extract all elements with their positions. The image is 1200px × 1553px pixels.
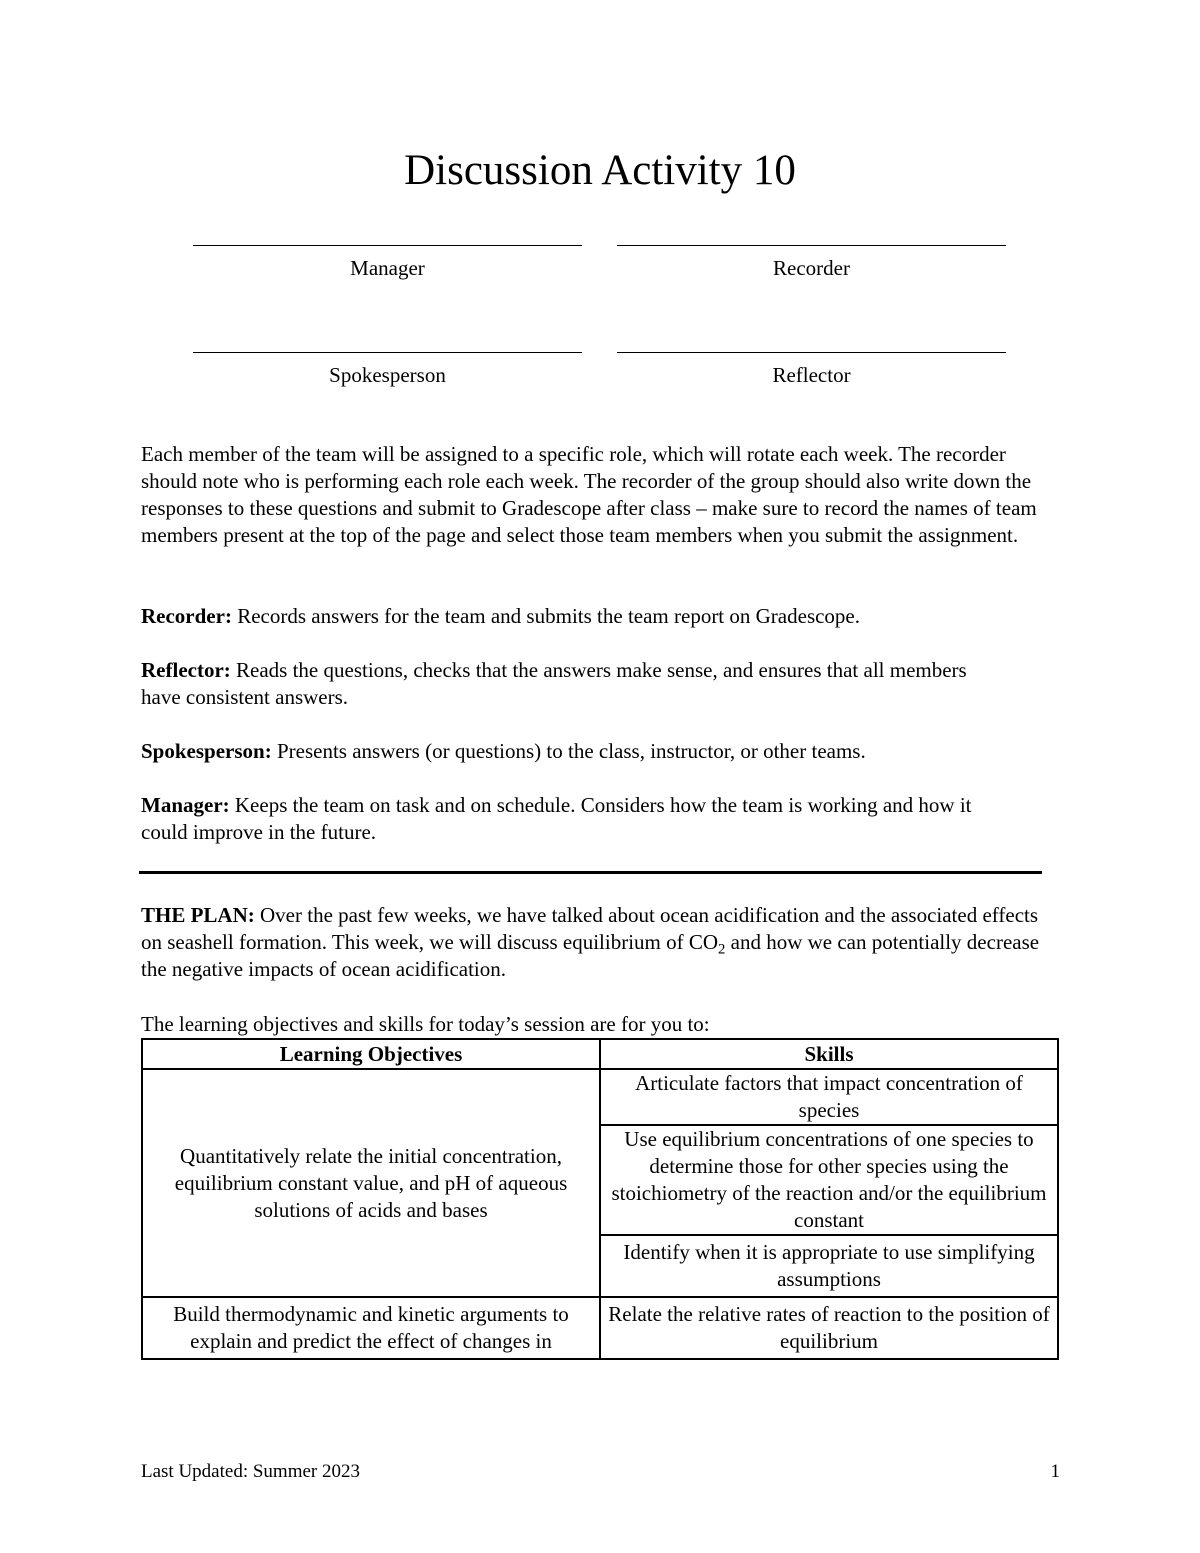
reflector-label: Reflector: — [141, 658, 231, 682]
manager-signature — [193, 245, 582, 281]
section-divider — [139, 871, 1042, 874]
skill-cell: Articulate factors that impact concentration of species — [600, 1069, 1058, 1125]
plan-text: Over the past few weeks, we have talked about ocean acidification and the associated effects on seashell formation. This week, we will discuss equilibrium of CO — [141, 903, 1039, 954]
objective-cell: Quantitatively relate the initial concentration, equilibrium constant value, and pH of aqueous solutions of acids and bases — [142, 1069, 600, 1297]
page-title: Discussion Activity 10 — [404, 147, 796, 194]
recorder-signature — [617, 245, 1006, 281]
signature-line — [617, 245, 1006, 246]
table-header-row — [142, 1039, 1058, 1069]
role-label-spokesperson: Spokesperson — [329, 363, 446, 387]
signature-line — [617, 352, 1006, 353]
skill-cell: Identify when it is appropriate to use simplifying assumptions — [600, 1235, 1058, 1297]
plan-paragraph — [141, 902, 1061, 983]
objectives-intro: The learning objectives and skills for today’s session are for you to: — [141, 1012, 710, 1036]
header-learning-objectives: Learning Objectives — [142, 1039, 600, 1069]
spokesperson-description — [141, 738, 1061, 765]
objective-cell: Build thermodynamic and kinetic arguments to explain and predict the effect of changes in — [142, 1297, 600, 1359]
role-label-manager: Manager — [350, 256, 425, 280]
recorder-description — [141, 603, 1061, 630]
skill-cell: Relate the relative rates of reaction to the position of equilibrium — [600, 1297, 1058, 1359]
role-label-recorder: Recorder — [773, 256, 850, 280]
spokesperson-signature — [193, 352, 582, 388]
recorder-text: Records answers for the team and submits the team report on Gradescope. — [231, 604, 861, 628]
page-number: 1 — [1050, 1461, 1060, 1482]
manager-text: Keeps the team on task and on schedule. Considers how the team is working and how it could improve in the future. — [141, 793, 972, 844]
manager-label: Manager: — [141, 793, 230, 817]
skill-cell: Use equilibrium concentrations of one species to determine those for other species using the stoichiometry of the reaction and/or the equilibrium constant — [600, 1125, 1058, 1235]
signature-line — [193, 245, 582, 246]
plan-text-continued: and how we can potentially decrease the negative impacts of ocean acidification. — [141, 930, 1040, 981]
intro-paragraph: Each member of the team will be assigned to a specific role, which will rotate each week. The recorder should note who is performing each role each week. The recorder of the group should also write down the responses to these questions and submit to Gradescope after class – make sure to record the names of team members present at the top of the page and select those team members when you submit the assignment. — [141, 442, 1037, 547]
signature-line — [193, 352, 582, 353]
last-updated: Last Updated: Summer 2023 — [141, 1461, 360, 1482]
reflector-description — [141, 657, 1001, 711]
co2-subscript: 2 — [718, 941, 726, 958]
role-label-reflector: Reflector — [772, 363, 851, 387]
reflector-text: Reads the questions, checks that the answers make sense, and ensures that all members have consistent answers. — [141, 658, 967, 709]
recorder-label: Recorder: — [141, 604, 232, 628]
header-skills: Skills — [600, 1039, 1058, 1069]
spokesperson-label: Spokesperson: — [141, 739, 272, 763]
table-row — [142, 1069, 1058, 1125]
manager-description — [141, 792, 1021, 846]
learning-objectives-table — [141, 1038, 1059, 1360]
plan-label: THE PLAN: — [141, 903, 255, 927]
spokesperson-text: Presents answers (or questions) to the class, instructor, or other teams. — [271, 739, 866, 763]
table-row — [142, 1297, 1058, 1359]
reflector-signature — [617, 352, 1006, 388]
